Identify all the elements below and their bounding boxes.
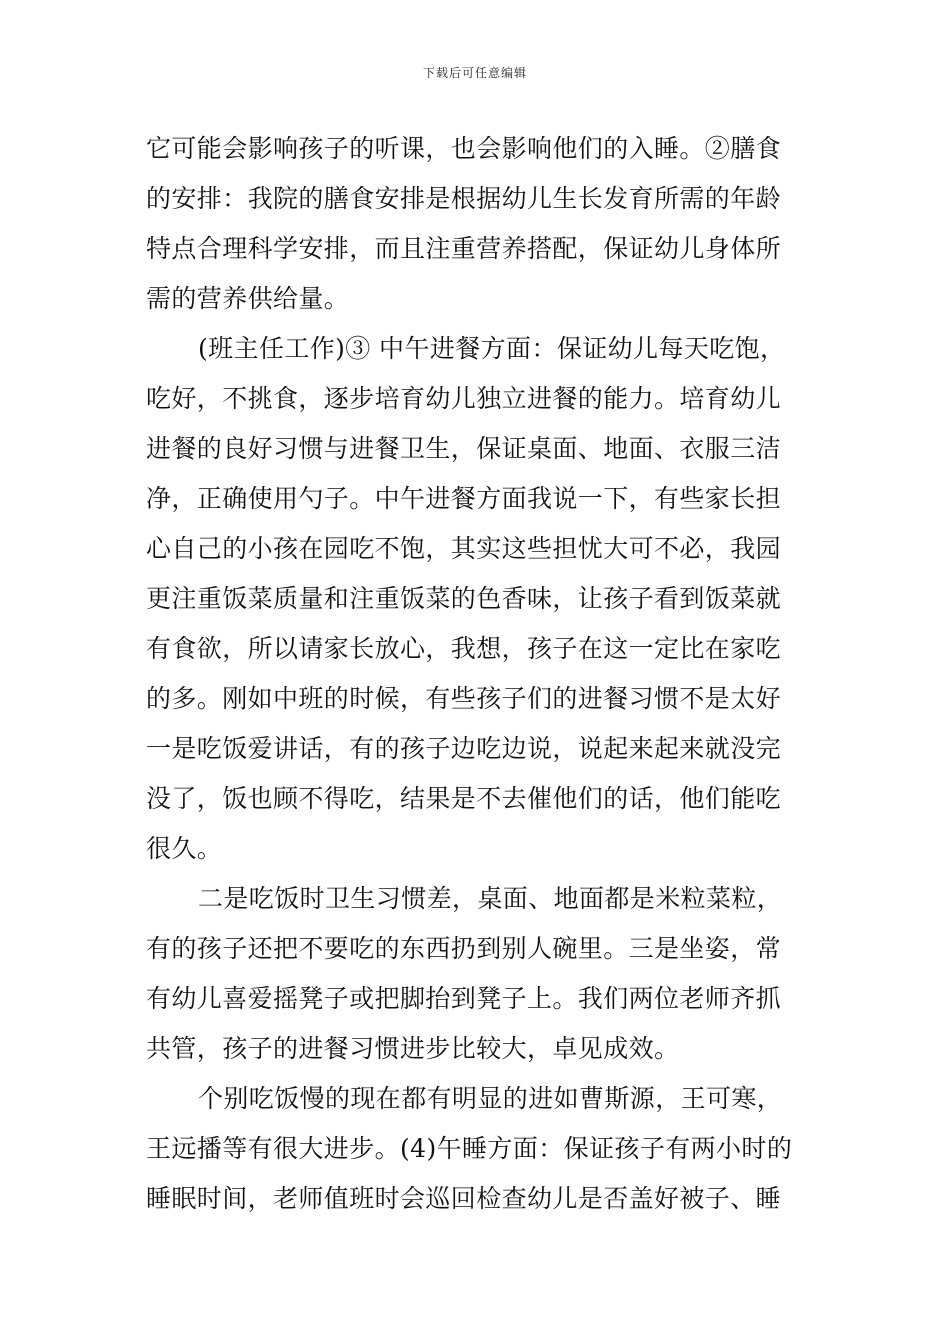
document-body: [146, 124, 806, 1224]
text-line: 吃好，不挑食，逐步培育幼儿独立进餐的能力。培育幼儿: [146, 384, 782, 413]
text-line: 特点合理科学安排，而且注重营养搭配，保证幼儿身体所: [146, 234, 782, 263]
text-line: 更注重饭菜质量和注重饭菜的色香味，让孩子看到饭菜就: [146, 584, 782, 613]
text-line: 净，正确使用勺子。中午进餐方面我说一下，有些家长担: [146, 484, 782, 513]
text-line: 有食欲，所以请家长放心，我想，孩子在这一定比在家吃: [146, 634, 782, 663]
text-line: 共管，孩子的进餐习惯进步比较大，卓见成效。: [146, 1034, 680, 1063]
text-line: 的安排：我院的膳食安排是根据幼儿生长发育所需的年龄: [146, 184, 782, 213]
paragraph-3: [146, 874, 806, 1074]
text-line: (班主任工作)③ 中午进餐方面：保证幼儿每天吃饱，: [198, 334, 786, 363]
paragraph-4: [146, 1074, 806, 1224]
text-line: 进餐的良好习惯与进餐卫生，保证桌面、地面、衣服三洁: [146, 434, 782, 463]
text-line: 二是吃饭时卫生习惯差，桌面、地面都是米粒菜粒，: [198, 884, 783, 913]
text-line: 个别吃饭慢的现在都有明显的进如曹斯源，王可寒，: [198, 1084, 783, 1113]
text-line: 王远播等有很大进步。(4)午睡方面：保证孩子有两小时的: [146, 1134, 793, 1163]
text-line: 它可能会影响孩子的听课，也会影响他们的入睡。②膳食: [146, 134, 782, 163]
text-line: 心自己的小孩在园吃不饱，其实这些担忧大可不必，我园: [146, 534, 782, 563]
paragraph-1: [146, 124, 806, 324]
text-line: 没了，饭也顾不得吃，结果是不去催他们的话，他们能吃: [146, 784, 782, 813]
text-line: 有幼儿喜爱摇凳子或把脚抬到凳子上。我们两位老师齐抓: [146, 984, 782, 1013]
text-line: 的多。刚如中班的时候，有些孩子们的进餐习惯不是太好: [146, 684, 782, 713]
text-line: 睡眠时间，老师值班时会巡回检查幼儿是否盖好被子、睡: [146, 1184, 782, 1213]
text-line: 很久。: [146, 834, 223, 863]
paragraph-2: [146, 324, 806, 874]
text-line: 一是吃饭爱讲话，有的孩子边吃边说，说起来起来就没完: [146, 734, 782, 763]
page-header: 下载后可任意编辑: [422, 66, 527, 80]
text-line: 有的孩子还把不要吃的东西扔到别人碗里。三是坐姿，常: [146, 934, 782, 963]
text-line: 需的营养供给量。: [146, 284, 350, 313]
